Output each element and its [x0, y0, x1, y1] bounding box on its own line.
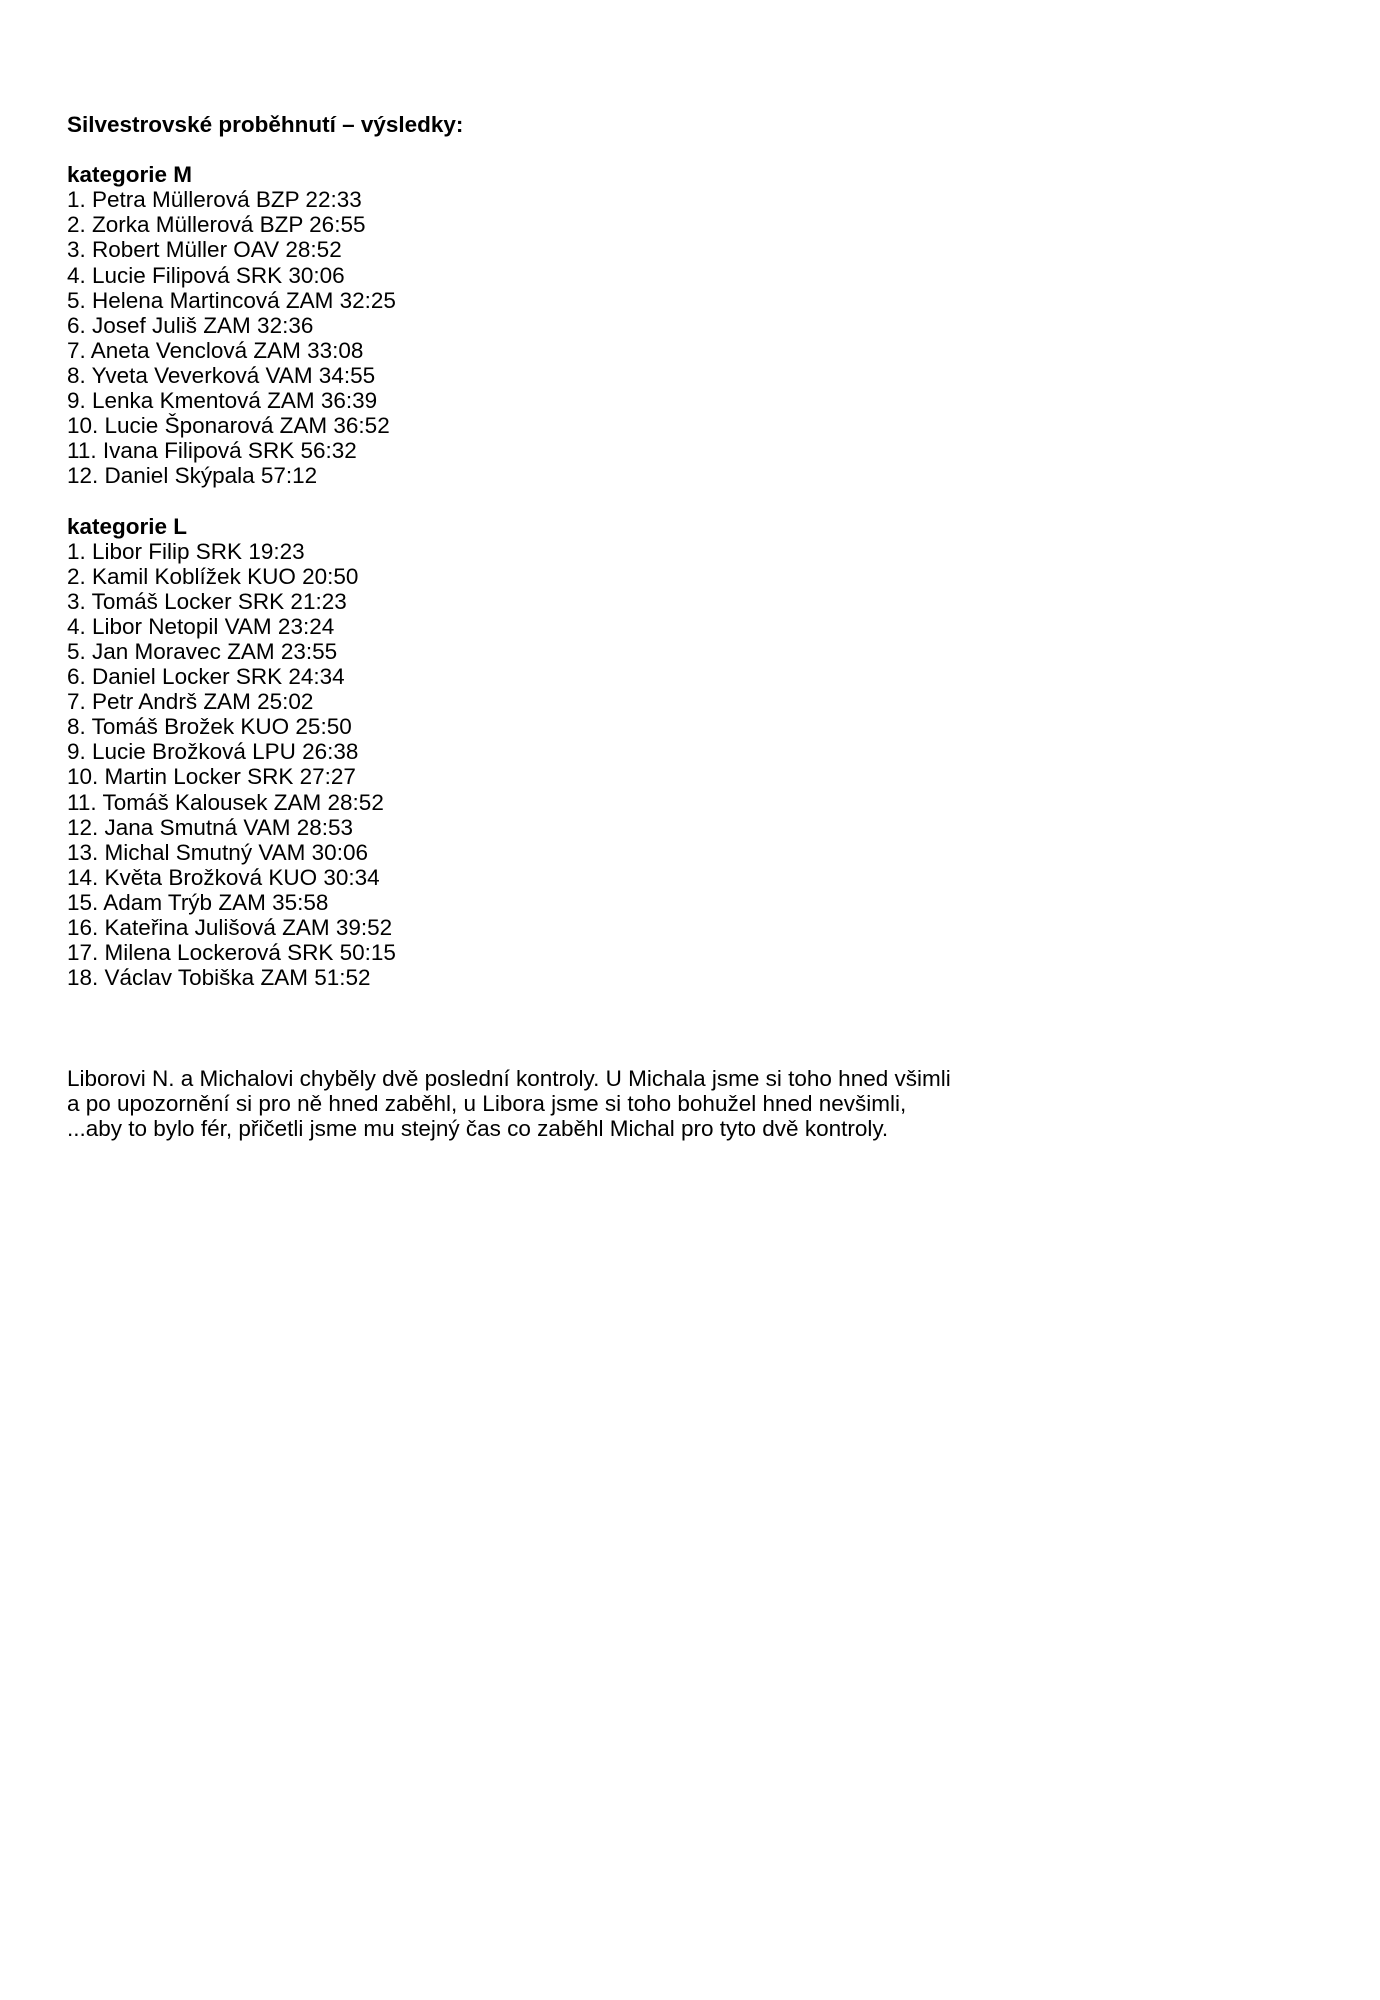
- document-page: [67, 112, 1317, 1141]
- result-row: 17. Milena Lockerová SRK 50:15: [67, 940, 396, 966]
- result-row: 10. Lucie Šponarová ZAM 36:52: [67, 413, 390, 439]
- result-row: 8. Yveta Veverková VAM 34:55: [67, 362, 376, 388]
- result-row: 9. Lucie Brožková LPU 26:38: [67, 739, 359, 765]
- result-row: 1. Libor Filip SRK 19:23: [67, 538, 305, 564]
- result-row: 16. Kateřina Julišová ZAM 39:52: [67, 915, 393, 940]
- result-row: 7. Petr Andrš ZAM 25:02: [67, 689, 314, 715]
- result-row: 8. Tomáš Brožek KUO 25:50: [67, 714, 352, 740]
- spacer: [67, 137, 1317, 162]
- result-row: 12. Jana Smutná VAM 28:53: [67, 814, 354, 840]
- result-row: 12. Daniel Skýpala 57:12: [67, 463, 318, 489]
- result-row: 3. Tomáš Locker SRK 21:23: [67, 588, 347, 614]
- spacer: [67, 488, 1317, 513]
- category-l-results: [67, 539, 1317, 991]
- note-paragraph: [67, 1066, 1317, 1141]
- result-row: 3. Robert Müller OAV 28:52: [67, 237, 342, 263]
- result-row: 14. Květa Brožková KUO 30:34: [67, 864, 380, 890]
- note-line: a po upozornění si pro ně hned zaběhl, u Libora jsme si toho bohužel hned nevšimli,: [67, 1090, 907, 1116]
- result-row: 4. Libor Netopil VAM 23:24: [67, 613, 335, 639]
- result-row: 2. Kamil Koblížek KUO 20:50: [67, 563, 359, 589]
- result-row: 15. Adam Trýb ZAM 35:58: [67, 889, 329, 915]
- result-row: 9. Lenka Kmentová ZAM 36:39: [67, 388, 378, 414]
- result-row: 7. Aneta Venclová ZAM 33:08: [67, 337, 364, 363]
- result-row: 6. Daniel Locker SRK 24:34: [67, 664, 345, 690]
- spacer: [67, 990, 1317, 1065]
- result-row: 1. Petra Müllerová BZP 22:33: [67, 187, 362, 213]
- note-line: ...aby to bylo fér, přičetli jsme mu stejný čas co zaběhl Michal pro tyto dvě kontroly.: [67, 1115, 889, 1141]
- result-row: 6. Josef Juliš ZAM 32:36: [67, 312, 314, 338]
- category-l-section: [67, 514, 1317, 991]
- result-row: 18. Václav Tobiška ZAM 51:52: [67, 965, 371, 991]
- result-row: 11. Ivana Filipová SRK 56:32: [67, 438, 357, 464]
- category-heading: kategorie L: [67, 513, 188, 539]
- result-row: 13. Michal Smutný VAM 30:06: [67, 839, 368, 865]
- document-title: Silvestrovské proběhnutí – výsledky:: [67, 112, 464, 137]
- result-row: 5. Helena Martincová ZAM 32:25: [67, 287, 396, 313]
- result-row: 4. Lucie Filipová SRK 30:06: [67, 262, 345, 288]
- result-row: 11. Tomáš Kalousek ZAM 28:52: [67, 789, 384, 815]
- category-m-results: [67, 187, 1317, 488]
- note-line: Liborovi N. a Michalovi chyběly dvě poslední kontroly. U Michala jsme si toho hned všimli: [67, 1065, 951, 1091]
- result-row: 10. Martin Locker SRK 27:27: [67, 764, 356, 790]
- result-row: 2. Zorka Müllerová BZP 26:55: [67, 212, 366, 238]
- result-row: 5. Jan Moravec ZAM 23:55: [67, 638, 338, 664]
- category-m-section: [67, 162, 1317, 488]
- category-heading: kategorie M: [67, 162, 193, 188]
